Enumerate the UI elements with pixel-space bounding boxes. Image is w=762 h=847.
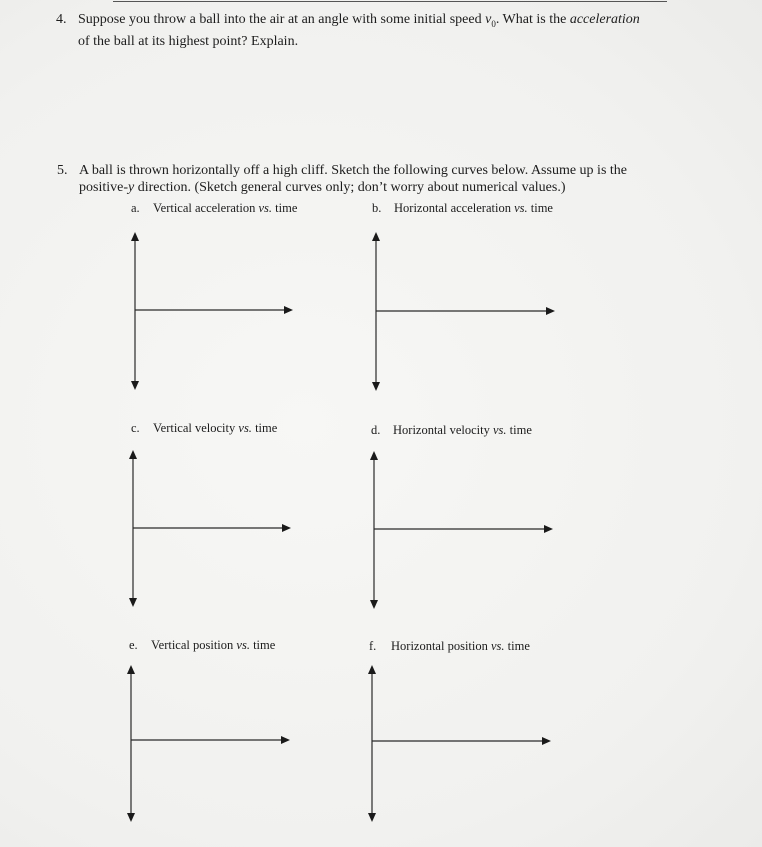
v0-symbol: v <box>485 12 492 27</box>
graph-c-down-arrow <box>129 598 137 607</box>
graph-d-down-arrow <box>370 600 378 609</box>
graph-c-right-arrow <box>282 524 291 532</box>
graph-e-axes <box>127 665 290 822</box>
graph-e-down-arrow <box>127 813 135 822</box>
graph-b-label: b. Horizontal acceleration vs. time <box>372 201 553 215</box>
graph-d-axes <box>370 451 553 609</box>
graph-d-right-arrow <box>544 525 553 533</box>
graph-b-down-arrow <box>372 382 380 391</box>
graph-a-up-arrow <box>131 232 139 241</box>
question-4-number: 4. <box>56 12 67 27</box>
graph-b-axes <box>372 232 555 391</box>
graph-a-label: a. Vertical acceleration vs. time <box>131 201 298 215</box>
graph-e-up-arrow <box>127 665 135 674</box>
graph-a-down-arrow <box>131 381 139 390</box>
question-4-line-2: of the ball at its highest point? Explain. <box>78 33 299 49</box>
graph-b-up-arrow <box>372 232 380 241</box>
graph-b-right-arrow <box>546 307 555 315</box>
question-5-line-2: positive-y direction. (Sketch general curves only; don’t worry about numerical values.) <box>79 180 566 195</box>
graph-a-right-arrow <box>284 306 293 314</box>
acceleration-emphasis: acceleration <box>569 12 640 27</box>
question-5-line-1: A ball is thrown horizontally off a high cliff. Sketch the following curves below. Assume up is the <box>79 163 627 178</box>
graph-a-axes <box>131 232 293 390</box>
graph-c-axes <box>129 450 291 607</box>
graph-e-right-arrow <box>281 736 290 744</box>
graph-f-up-arrow <box>368 665 376 674</box>
graph-d-up-arrow <box>370 451 378 460</box>
graph-f-down-arrow <box>368 813 376 822</box>
v0-subscript: 0 <box>491 18 496 29</box>
graph-f-label: f. Horizontal position vs. time <box>369 639 530 653</box>
question-5-number: 5. <box>57 163 68 178</box>
question-4-line-1: Suppose you throw a ball into the air at an angle with some initial speed $v_0$. What is the acceleration <box>78 12 640 29</box>
graph-e-label: e. Vertical position vs. time <box>129 638 276 652</box>
graph-f-right-arrow <box>542 737 551 745</box>
graph-f-axes <box>368 665 551 822</box>
graph-c-up-arrow <box>129 450 137 459</box>
graph-d-label: d. Horizontal velocity vs. time <box>371 423 532 437</box>
graph-c-label: c. Vertical velocity vs. time <box>131 421 278 435</box>
